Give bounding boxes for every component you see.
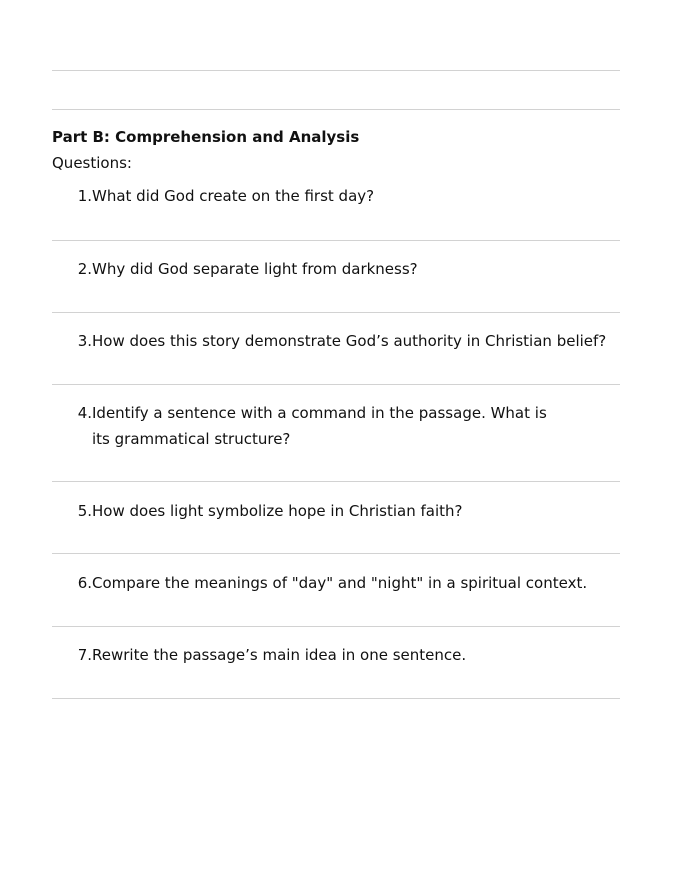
answer-line xyxy=(52,481,620,482)
question-text: How does this story demonstrate God’s authority in Christian belief? xyxy=(92,332,607,350)
section-heading: Part B: Comprehension and Analysis xyxy=(52,128,360,146)
question-text: Identify a sentence with a command in the passage. What is its grammatical structure? xyxy=(92,404,547,448)
question-item xyxy=(74,183,614,209)
question-number: 3. xyxy=(77,332,92,350)
answer-line xyxy=(52,698,620,699)
answer-line xyxy=(52,384,620,385)
question-number: 4. xyxy=(77,404,92,422)
question-number: 6. xyxy=(77,574,92,592)
answer-line xyxy=(52,240,620,241)
question-number: 2. xyxy=(77,260,92,278)
answer-line xyxy=(52,109,620,110)
question-item xyxy=(74,498,614,524)
question-number: 5. xyxy=(77,502,92,520)
question-text: Rewrite the passage’s main idea in one sentence. xyxy=(92,646,467,664)
question-item xyxy=(74,642,614,668)
question-text: How does light symbolize hope in Christian faith? xyxy=(92,502,463,520)
answer-line xyxy=(52,626,620,627)
question-item xyxy=(74,328,614,354)
question-text: Why did God separate light from darkness? xyxy=(92,260,418,278)
answer-line xyxy=(52,70,620,71)
answer-line xyxy=(52,312,620,313)
question-number: 7. xyxy=(77,646,92,664)
questions-label: Questions: xyxy=(52,154,132,172)
question-text: What did God create on the first day? xyxy=(92,187,375,205)
question-number: 1. xyxy=(77,187,92,205)
question-item xyxy=(74,256,614,282)
question-text: Compare the meanings of "day" and "night" in a spiritual context. xyxy=(92,574,588,592)
question-item xyxy=(74,400,569,452)
question-item xyxy=(74,570,614,596)
answer-line xyxy=(52,553,620,554)
